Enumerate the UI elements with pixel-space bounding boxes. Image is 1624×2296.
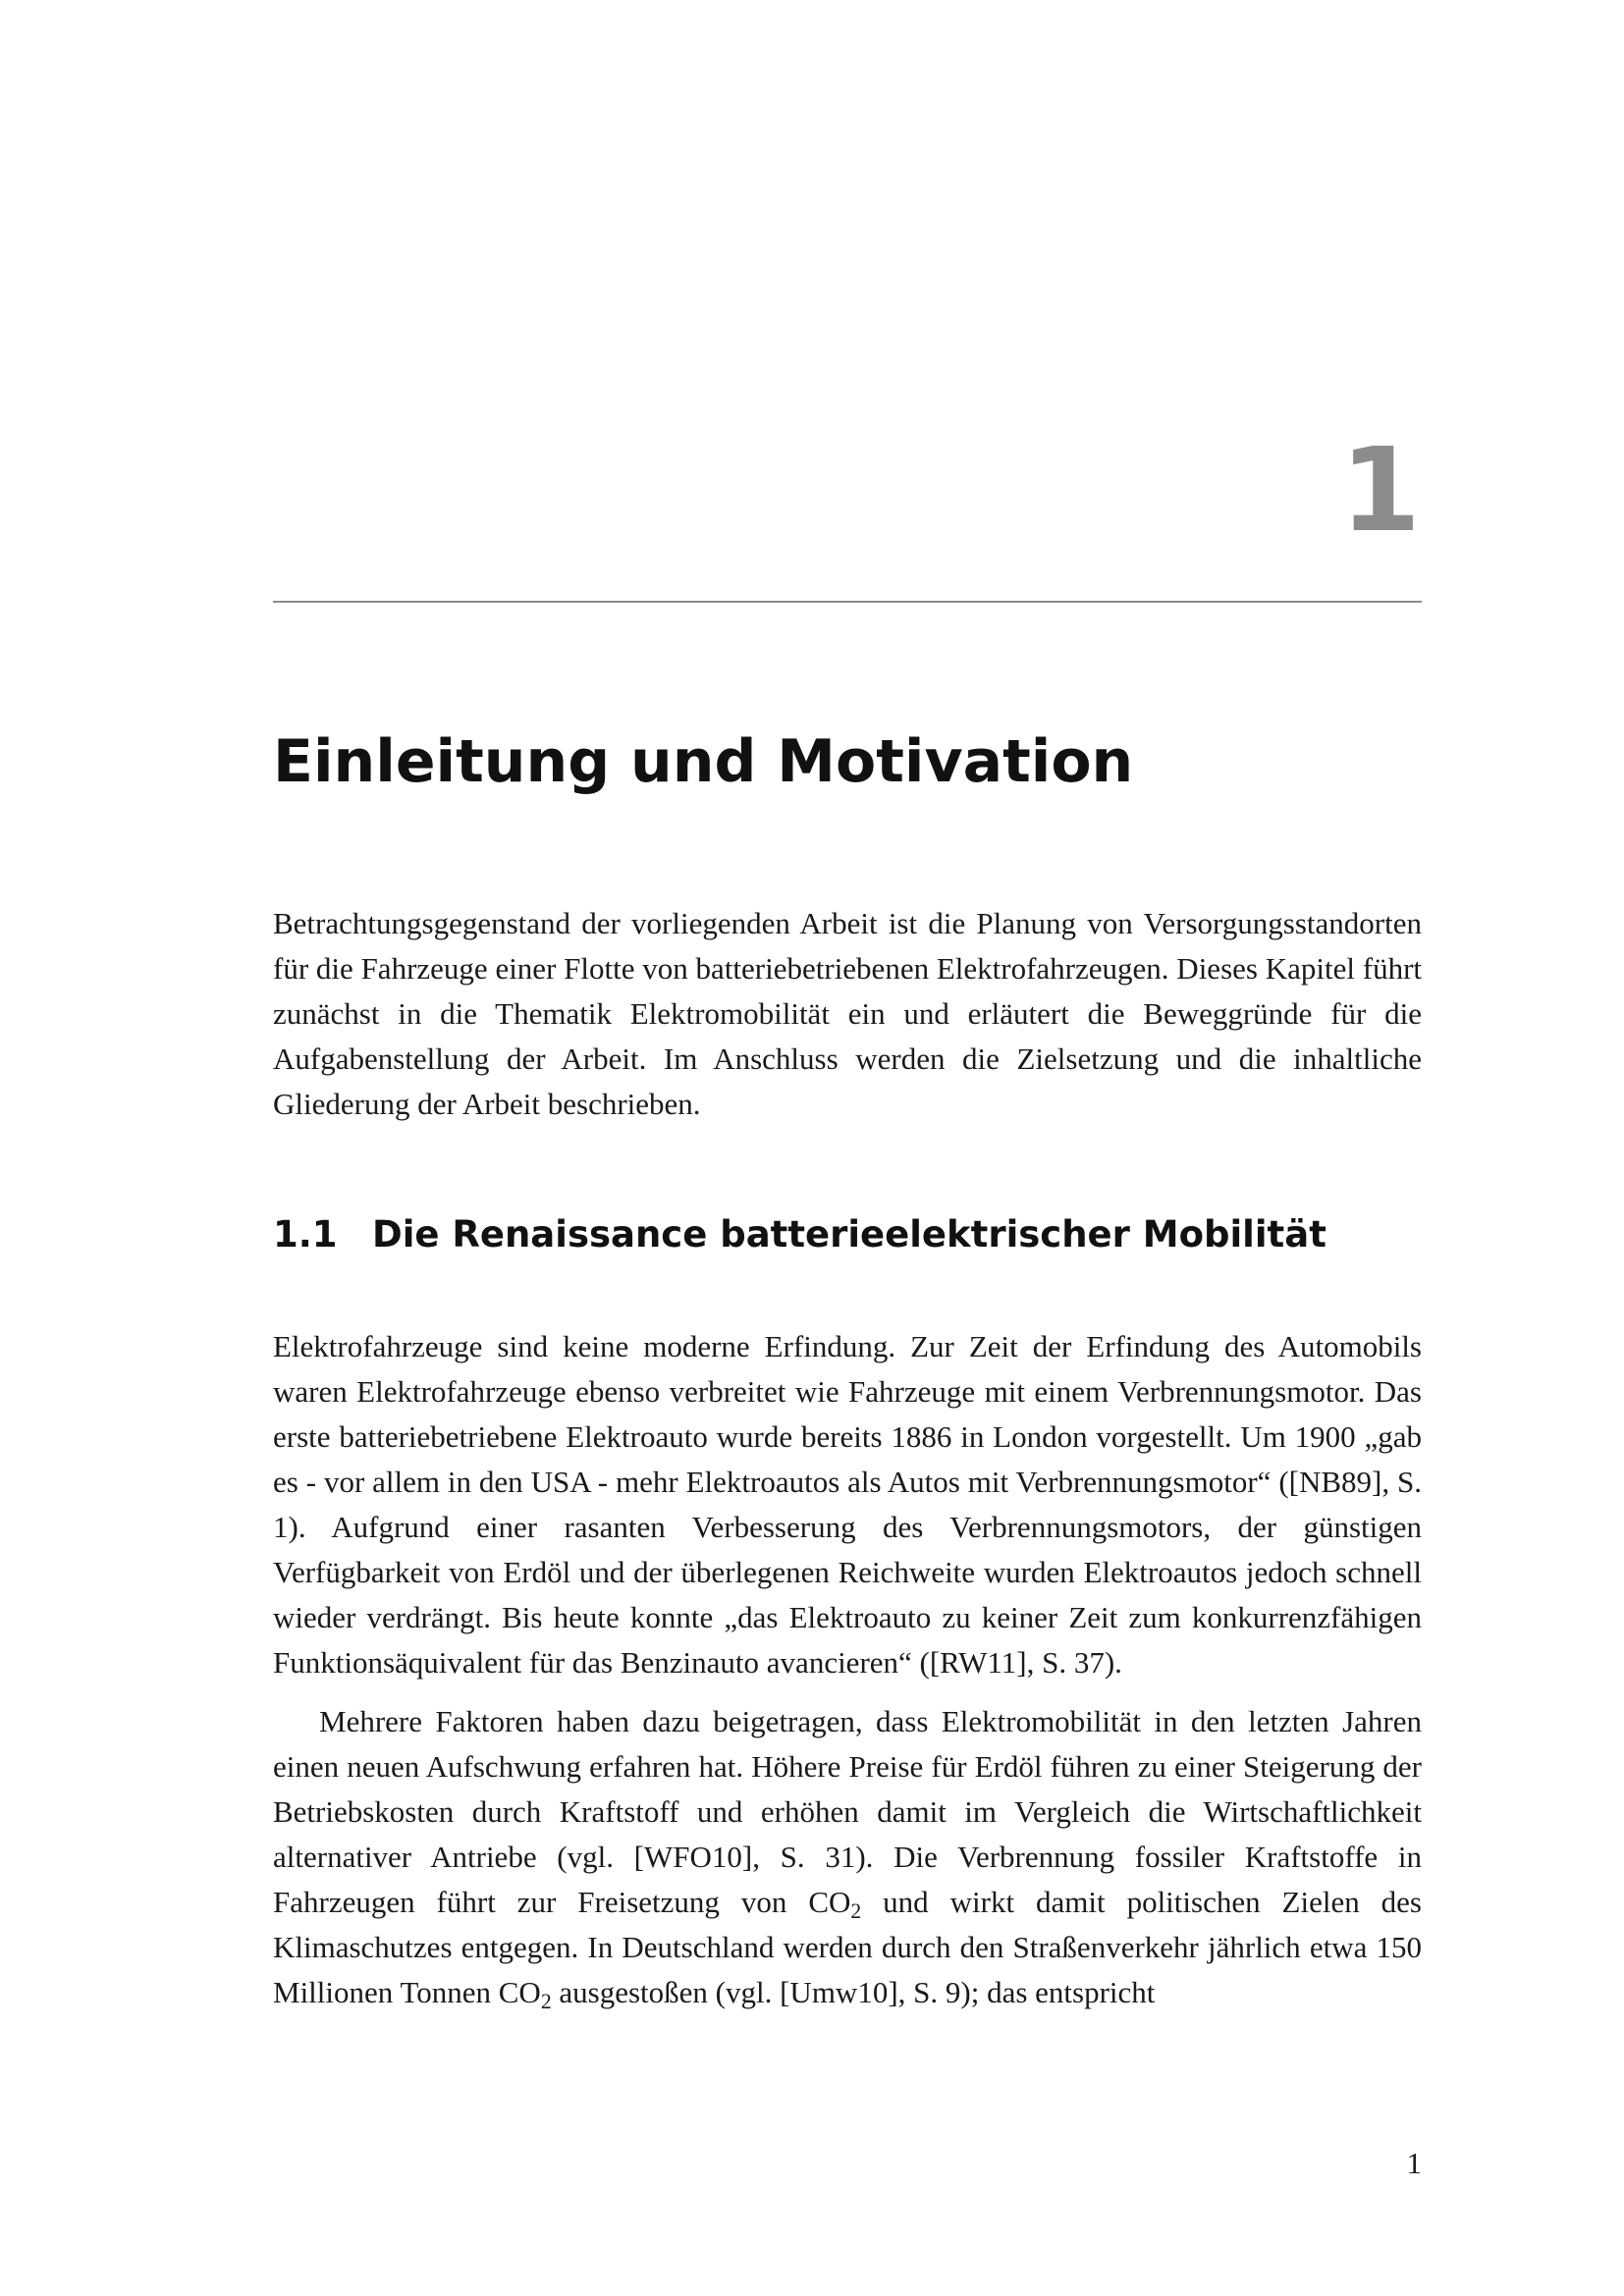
section-body xyxy=(273,1324,1422,2015)
section-title: Die Renaissance batterieelektrischer Mobilität xyxy=(372,1213,1326,1255)
section-number: 1.1 xyxy=(273,1213,338,1255)
paragraph-2-part-2: und wirkt damit politischen Zielen des Klimaschutzes entgegen. In Deutschland werden durch den Straßenverkehr jährlich etwa 150 Millionen Tonnen CO xyxy=(273,1885,1422,2009)
paragraph-2-part-1: Mehrere Faktoren haben dazu beigetragen, dass Elektromobilität in den letzten Jahren einen neuen Aufschwung erfahren hat. Höhere Preise für Erdöl führen zu einer Steigerung der Betriebskosten durch Kraftstoff und erhöhen damit im Vergleich die Wirtschaftlichkeit alternativer Antriebe (vgl. [WFO10], S. 31). Die Verbrennung fossiler Kraftstoffe in Fahrzeugen führt zur Freisetzung von CO xyxy=(273,1704,1422,1919)
section-heading xyxy=(273,1213,1326,1256)
chapter-title: Einleitung und Motivation xyxy=(273,727,1134,796)
body-paragraph-1: Elektrofahrzeuge sind keine moderne Erfindung. Zur Zeit der Erfindung des Automobils waren Elektrofahrzeuge ebenso verbreitet wie Fahrzeuge mit einem Verbrennungsmotor. Das erste batteriebetriebene Elektroauto wurde bereits 1886 in London vorgestellt. Um 1900 „gab es - vor allem in den USA - mehr Elektroautos als Autos mit Verbrennungsmotor“ ([NB89], S. 1). Aufgrund einer rasanten Verbesserung des Verbrennungsmotors, der günstigen Verfügbarkeit von Erdöl und der überlegenen Reichweite wurden Elektroautos jedoch schnell wieder verdrängt. Bis heute konnte „das Elektroauto zu keiner Zeit zum konkurrenzfähigen Funktionsäquivalent für das Benzinauto avancieren“ ([RW11], S. 37). xyxy=(273,1329,1422,1680)
paragraph-2-part-3: ausgestoßen (vgl. [Umw10], S. 9); das entspricht xyxy=(551,1975,1156,2009)
body-paragraph-2 xyxy=(273,1699,1422,2015)
co2-subscript: 2 xyxy=(540,1990,552,2014)
co2-subscript: 2 xyxy=(850,1899,862,1924)
page-number: 1 xyxy=(1406,2146,1422,2180)
chapter-number: 1 xyxy=(1339,422,1421,558)
chapter-divider xyxy=(273,601,1422,603)
intro-paragraph: Betrachtungsgegenstand der vorliegenden Arbeit ist die Planung von Versorgungsstandorten für die Fahrzeuge einer Flotte von batteriebetriebenen Elektrofahrzeugen. Dieses Kapitel führt zunächst in die Thematik Elektromobilität ein und erläutert die Beweggründe für die Aufgabenstellung der Arbeit. Im Anschluss werden die Zielsetzung und die inhaltliche Gliederung der Arbeit beschrieben. xyxy=(273,906,1422,1121)
